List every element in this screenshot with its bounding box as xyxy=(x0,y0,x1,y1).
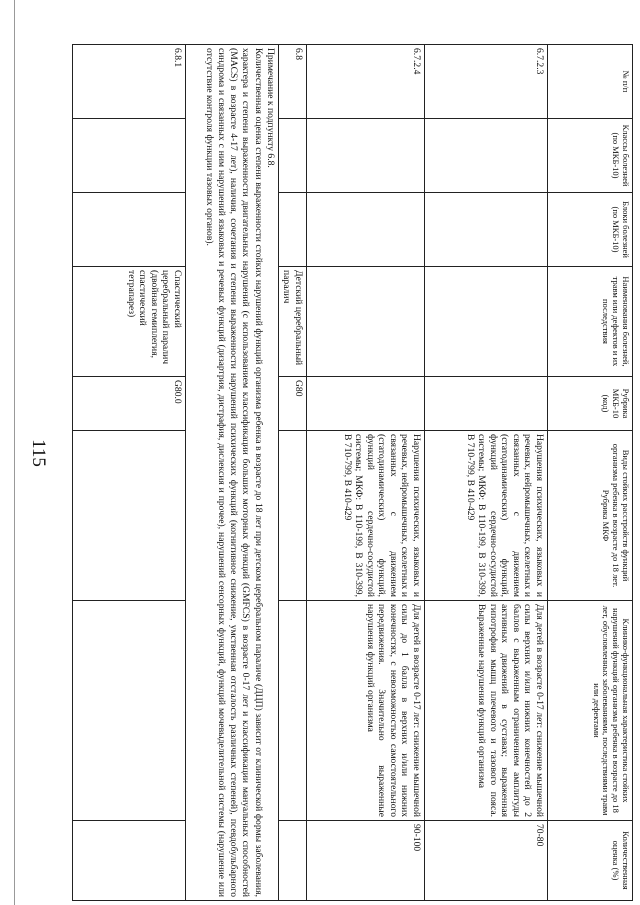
cell-quantitative-score xyxy=(279,821,307,901)
header-number: № п/п xyxy=(548,45,633,119)
cell-number: 6.7.2.3 xyxy=(425,45,548,119)
page-edge-line xyxy=(14,0,15,905)
cell-quantitative-score: 70-80 xyxy=(425,821,548,901)
header-dysfunction-types: Виды стойких расстройств функций организма ребенка в возрасте до 18 лет. Рубрика МКФ xyxy=(548,431,633,601)
cell-name xyxy=(307,267,425,377)
disability-criteria-table xyxy=(72,44,633,901)
cell-clinical-characteristic: Для детей в возрасте 0-17 лет: снижение мышечной силы верхних и/или нижних конечностей до 2 баллов с выраженным ограничением амплитуды активных движений в суставах; выраженная гипотрофия мышц плечевого и тазового пояса. Выраженные нарушения функций организма xyxy=(425,601,548,821)
table-row xyxy=(73,45,186,901)
cell-dysfunction-types: Нарушения психических, языковых и речевых, нейромышечных, скелетных и связанных с движением (статодинамических) функций, функций сердечно-сосудистой системы; МКФ: В 110-199, В 310-399, В 710-799, В 410-429 xyxy=(425,431,548,601)
cell-clinical-characteristic xyxy=(73,601,186,821)
table-row xyxy=(425,45,548,901)
cell-code: G80.0 xyxy=(73,377,186,431)
cell-number: 6.7.2.4 xyxy=(307,45,425,119)
cell-clinical-characteristic xyxy=(279,601,307,821)
cell-dysfunction-types: Нарушения психических, языковых и речевых, нейромышечных, скелетных и связанных с движением (статодинамических) функций, функций сердечно-сосудистой системы; МКФ: В 110-199, В 310-399, В 710-799, В 410-429 xyxy=(307,431,425,601)
cell-code xyxy=(425,377,548,431)
table-row xyxy=(307,45,425,901)
cell-block xyxy=(73,193,186,267)
cell-dysfunction-types xyxy=(73,431,186,601)
cell-clinical-characteristic: Для детей в возрасте 0-17 лет: снижение мышечной силы до 1 балла в верхних и/или нижних конечностях, с невозможностью самостоятельного передвижения. Значительно выраженные нарушения функций организма xyxy=(307,601,425,821)
cell-code xyxy=(307,377,425,431)
cell-name: Спастический церебральный паралич (двойная гемиплегия, спастический тетрапарез) xyxy=(73,267,186,377)
header-icd-code: Рубрика МКБ-10 (код) xyxy=(548,377,633,431)
cell-class xyxy=(425,119,548,193)
header-disease-name: Наименования болезней, травм или дефектов и их последствия xyxy=(548,267,633,377)
cell-class xyxy=(307,119,425,193)
cell-block xyxy=(307,193,425,267)
cell-class xyxy=(279,119,307,193)
note-title: Примечание к подпункту 6.8. xyxy=(265,48,276,168)
header-quantitative-score: Количественная оценка (%) xyxy=(548,821,633,901)
cell-quantitative-score: 90-100 xyxy=(307,821,425,901)
cell-class xyxy=(73,119,186,193)
table-row xyxy=(279,45,307,901)
cell-dysfunction-types xyxy=(279,431,307,601)
header-disease-block: Блоки болезней (по МКБ-10) xyxy=(548,193,633,267)
note-row xyxy=(186,45,279,901)
cell-block xyxy=(279,193,307,267)
cell-code: G80 xyxy=(279,377,307,431)
rotated-page-content xyxy=(69,44,633,900)
note-cell xyxy=(186,45,279,901)
header-clinical-characteristic: Клинико-функциональная характеристика стойких нарушений функций организма ребенка в возрасте до 18 лет, обусловленных заболеваниями, последствиями травм или дефектами xyxy=(548,601,633,821)
page-number: 115 xyxy=(28,439,49,467)
cell-number: 6.8 xyxy=(279,45,307,119)
cell-name: Детский церебральный паралич xyxy=(279,267,307,377)
cell-block xyxy=(425,193,548,267)
table-header-row xyxy=(548,45,633,901)
header-disease-class: Классы болезней (по МКБ-10) xyxy=(548,119,633,193)
cell-number: 6.8.1 xyxy=(73,45,186,119)
cell-name xyxy=(425,267,548,377)
note-text: Количественная оценка степени выраженности стойких нарушений функций организма ребенка в возрасте до 18 лет при детском церебральном параличе (ДЦП) зависит от клинической формы заболевания, характера и степени выраженности двигательных нарушений (с использованием классификации больших моторных функций (GMFCS) в возрасте 0-17 лет и классификации мануальных способностей (MACS) в возрасте 4-17 лет), наличия, сочетания и степени выраженности нарушений психических функций (когнитивное снижение, умственная отсталость различных степеней), псевдобульбарного синдрома и связанных с ним нарушений языковых и речевых функций (дизартрия, дистрафия, дислексия и прочее), нарушений сенсорных функций, функций мочевыделительной системы (нарушение или отсутствие контроля функции тазовых органов). xyxy=(203,48,264,897)
cell-quantitative-score xyxy=(73,821,186,901)
